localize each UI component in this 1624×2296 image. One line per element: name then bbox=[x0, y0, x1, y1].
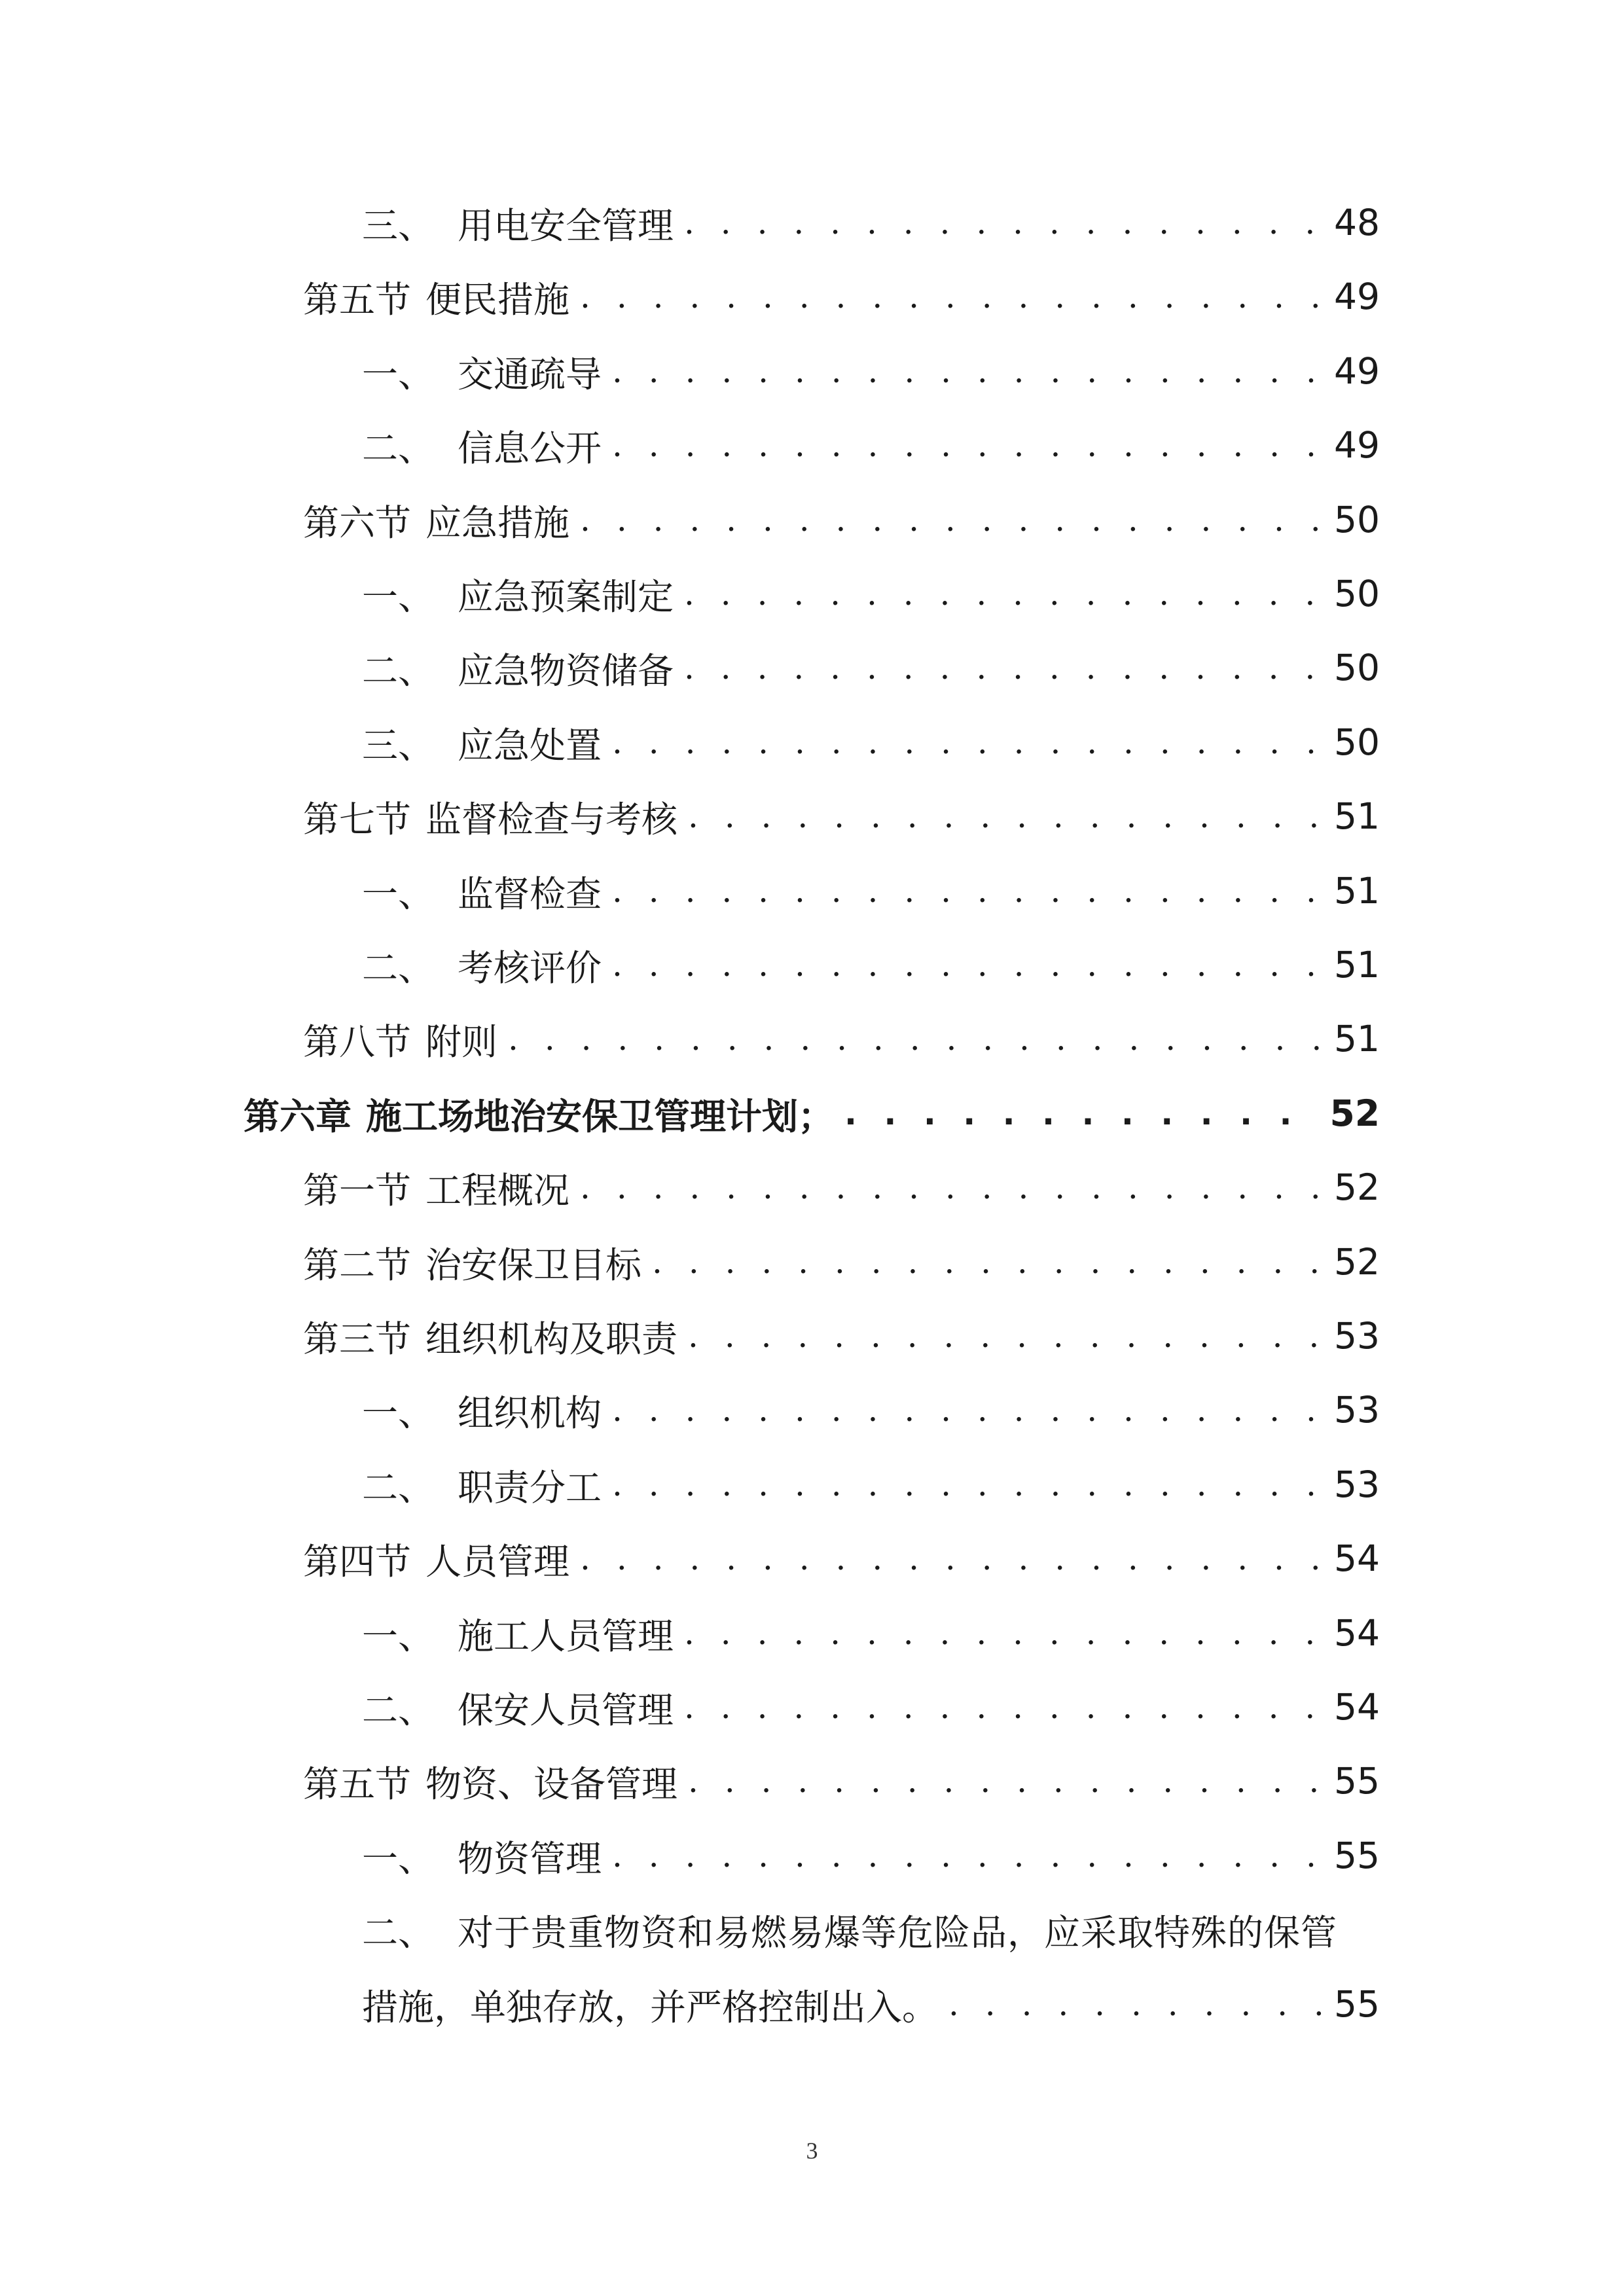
toc-entry-number: 二、 bbox=[362, 1911, 435, 1954]
toc-dot-leader bbox=[684, 1688, 1326, 1726]
toc-dot-leader bbox=[580, 278, 1326, 315]
toc-page-number: 49 bbox=[1334, 350, 1380, 392]
toc-dot-leader bbox=[612, 426, 1326, 464]
toc-entry-title: 信息公开 bbox=[458, 427, 602, 469]
toc-page-number: 54 bbox=[1334, 1686, 1380, 1728]
toc-subsection-entry[interactable] bbox=[362, 564, 1380, 623]
toc-entry-number: 一、 bbox=[362, 1615, 435, 1657]
toc-dot-leader bbox=[580, 1539, 1326, 1577]
toc-entry-number: 第八节 bbox=[303, 1020, 412, 1063]
toc-dot-leader bbox=[612, 1465, 1326, 1503]
toc-dot-leader bbox=[580, 1168, 1326, 1206]
toc-subsection-entry[interactable] bbox=[362, 193, 1380, 252]
toc-subsection-entry[interactable] bbox=[362, 1604, 1380, 1662]
toc-subsection-entry[interactable] bbox=[362, 713, 1380, 772]
toc-page-number: 51 bbox=[1334, 944, 1380, 986]
toc-entry-number: 二、 bbox=[362, 649, 435, 692]
toc-section-entry[interactable] bbox=[303, 1529, 1380, 1588]
toc-page-number: 50 bbox=[1334, 647, 1380, 689]
toc-subsection-entry[interactable] bbox=[362, 1826, 1380, 1885]
toc-page-number: 53 bbox=[1334, 1389, 1380, 1431]
toc-entry-title: 监督检查 bbox=[458, 872, 602, 915]
toc-dot-leader bbox=[612, 723, 1326, 761]
toc-dot-leader bbox=[684, 575, 1326, 613]
toc-dot-leader bbox=[684, 649, 1326, 687]
toc-section-entry[interactable] bbox=[303, 490, 1380, 549]
toc-page-number: 51 bbox=[1334, 1018, 1380, 1060]
toc-subsection-entry[interactable] bbox=[362, 416, 1380, 475]
toc-page-number: 55 bbox=[1334, 1760, 1380, 1802]
toc-section-entry[interactable] bbox=[303, 1306, 1380, 1365]
toc-entry-number: 一、 bbox=[362, 575, 435, 618]
toc-entry-number: 第五节 bbox=[303, 1763, 412, 1805]
toc-dot-leader bbox=[612, 946, 1326, 984]
toc-page-number: 49 bbox=[1334, 276, 1380, 317]
toc-entry-number: 第七节 bbox=[303, 798, 412, 840]
toc-entry-number: 第二节 bbox=[303, 1244, 412, 1286]
toc-entry-number: 第六章 bbox=[244, 1095, 352, 1138]
toc-entry-number: 第五节 bbox=[303, 278, 412, 321]
toc-subsection-entry[interactable] bbox=[362, 638, 1380, 697]
toc-entry-title: 物资管理 bbox=[458, 1837, 602, 1880]
toc-dot-leader bbox=[948, 1985, 1326, 2023]
toc-section-entry[interactable] bbox=[303, 267, 1380, 326]
toc-page-number: 52 bbox=[1329, 1092, 1380, 1134]
toc-page-number: 55 bbox=[1334, 1983, 1380, 2025]
toc-subsection-entry[interactable] bbox=[362, 342, 1380, 401]
toc-page-number: 53 bbox=[1334, 1315, 1380, 1357]
toc-page-number: 50 bbox=[1334, 499, 1380, 541]
toc-dot-leader bbox=[612, 1837, 1326, 1874]
toc-entry-title: 组织机构 bbox=[458, 1391, 602, 1434]
toc-chapter-entry[interactable] bbox=[244, 1084, 1380, 1143]
toc-entry-number: 一、 bbox=[362, 1837, 435, 1880]
toc-entry-title: 用电安全管理 bbox=[458, 204, 674, 247]
toc-dot-leader bbox=[844, 1094, 1322, 1132]
toc-subsection-entry[interactable] bbox=[362, 1677, 1380, 1736]
toc-entry-title: 施工人员管理 bbox=[458, 1615, 674, 1657]
toc-dot-leader bbox=[612, 352, 1326, 390]
toc-subsection-entry-wrapped[interactable] bbox=[362, 1900, 1380, 1959]
toc-entry-number: 二、 bbox=[362, 427, 435, 469]
toc-entry-title: 组织机构及职责 bbox=[425, 1318, 678, 1360]
toc-subsection-entry[interactable] bbox=[362, 935, 1380, 994]
toc-entry-title: 交通疏导 bbox=[458, 353, 602, 395]
toc-page-number: 49 bbox=[1334, 424, 1380, 466]
toc-dot-leader bbox=[508, 1020, 1326, 1058]
toc-entry-number: 一、 bbox=[362, 353, 435, 395]
toc-page-number: 53 bbox=[1334, 1463, 1380, 1505]
toc-dot-leader bbox=[612, 872, 1326, 910]
toc-entry-number: 第四节 bbox=[303, 1540, 412, 1583]
toc-page-number: 52 bbox=[1334, 1166, 1380, 1208]
toc-page-number: 50 bbox=[1334, 573, 1380, 615]
toc-entry-number: 一、 bbox=[362, 872, 435, 915]
toc-entry-number: 第三节 bbox=[303, 1318, 412, 1360]
toc-entry-number: 二、 bbox=[362, 1466, 435, 1509]
page-number: 3 bbox=[806, 2138, 818, 2164]
toc-section-entry[interactable] bbox=[303, 1158, 1380, 1217]
toc-dot-leader bbox=[612, 1391, 1326, 1429]
toc-entry-title-line1: 对于贵重物资和易燃易爆等危险品，应采取特殊的保管 bbox=[458, 1911, 1338, 1954]
toc-subsection-entry[interactable] bbox=[362, 861, 1380, 920]
toc-section-entry[interactable] bbox=[303, 1751, 1380, 1810]
toc-entry-number: 第一节 bbox=[303, 1169, 412, 1211]
toc-entry-title: 便民措施 bbox=[425, 278, 570, 321]
toc-entry-title-line2: 措施，单独存放，并严格控制出入。 bbox=[362, 1986, 939, 2028]
toc-entry-title: 人员管理 bbox=[425, 1540, 570, 1583]
toc-page-number: 48 bbox=[1334, 202, 1380, 243]
toc-entry-title: 应急物资储备 bbox=[458, 649, 674, 692]
toc-dot-leader bbox=[652, 1243, 1326, 1281]
toc-section-entry[interactable] bbox=[303, 1009, 1380, 1068]
toc-entry-title: 施工场地治安保卫管理计划； bbox=[366, 1095, 835, 1138]
toc-entry-number: 一、 bbox=[362, 1391, 435, 1434]
toc-section-entry[interactable] bbox=[303, 787, 1380, 846]
toc-entry-title: 物资、设备管理 bbox=[425, 1763, 678, 1805]
toc-page-number: 50 bbox=[1334, 721, 1380, 763]
toc-entry-number: 三、 bbox=[362, 204, 435, 247]
toc-page-number: 55 bbox=[1334, 1835, 1380, 1876]
toc-entry-title: 应急处置 bbox=[458, 724, 602, 766]
toc-section-entry[interactable] bbox=[303, 1232, 1380, 1291]
toc-entry-title: 工程概况 bbox=[425, 1169, 570, 1211]
toc-dot-leader bbox=[580, 501, 1326, 539]
toc-page-number: 51 bbox=[1334, 870, 1380, 912]
toc-entry-title: 治安保卫目标 bbox=[425, 1244, 642, 1286]
toc-entry-number: 二、 bbox=[362, 1689, 435, 1731]
toc-subsection-entry-continuation[interactable] bbox=[362, 1975, 1380, 2034]
toc-entry-number: 二、 bbox=[362, 946, 435, 989]
toc-entry-title: 保安人员管理 bbox=[458, 1689, 674, 1731]
toc-dot-leader bbox=[688, 1317, 1326, 1355]
toc-dot-leader bbox=[688, 797, 1326, 835]
toc-page-number: 54 bbox=[1334, 1537, 1380, 1579]
toc-entry-title: 附则 bbox=[425, 1020, 498, 1063]
toc-page-number: 54 bbox=[1334, 1612, 1380, 1654]
toc-entry-title: 应急预案制定 bbox=[458, 575, 674, 618]
toc-entry-number: 第六节 bbox=[303, 501, 412, 544]
toc-dot-leader bbox=[684, 204, 1326, 242]
toc-page-number: 51 bbox=[1334, 795, 1380, 837]
toc-dot-leader bbox=[688, 1762, 1326, 1800]
toc-page-number: 52 bbox=[1334, 1241, 1380, 1283]
toc-entry-title: 应急措施 bbox=[425, 501, 570, 544]
toc-entry-title: 职责分工 bbox=[458, 1466, 602, 1509]
toc-entry-title: 监督检查与考核 bbox=[425, 798, 678, 840]
toc-subsection-entry[interactable] bbox=[362, 1380, 1380, 1439]
toc-entry-title: 考核评价 bbox=[458, 946, 602, 989]
toc-entry-number: 三、 bbox=[362, 724, 435, 766]
toc-dot-leader bbox=[684, 1614, 1326, 1652]
toc-subsection-entry[interactable] bbox=[362, 1455, 1380, 1514]
